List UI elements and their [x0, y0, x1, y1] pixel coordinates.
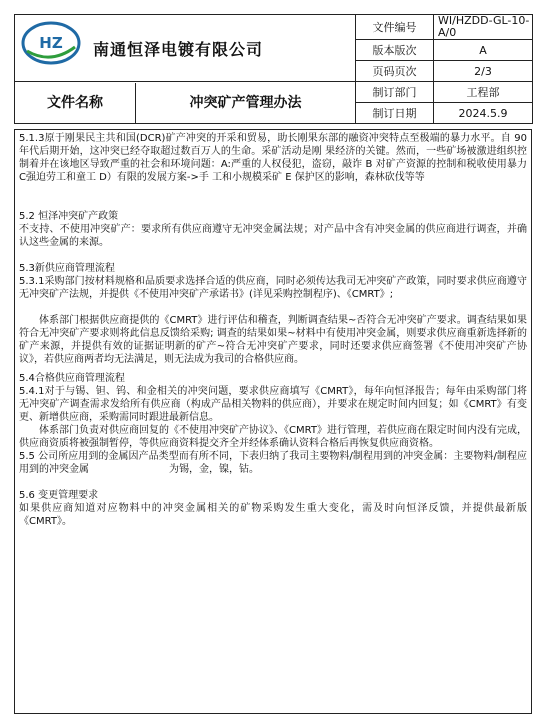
document-page	[14, 14, 532, 714]
dept-label: 制订部门	[356, 82, 434, 103]
dept-value: 工程部	[434, 82, 533, 103]
paragraph-5-1-3: 5.1.3原于刚果民主共和国(DCR)矿产冲突的开采和贸易，助长刚果东部的融资冲突特点至极端的暴力水平。自 90 年代后期开始，这冲突已经夺取超过数百万人的生命。采矿活动是刚 果经济的关键。然而，一些矿场被激进组织控制着并在该地区导致严重的社会和环境问题：A:严重的人权侵犯，盗窃，敲诈 B 对矿产资源的控制和税收使用暴力 C强迫劳工和童工 D）有限的发展方案->手 工和小规模采矿 E 保护区的影响，森林砍伐等等	[19, 133, 527, 183]
heading-5-2: 5.2 恒泽冲突矿产政策	[19, 211, 119, 222]
paragraph-5-2: 不支持、不使用冲突矿产：要求所有供应商遵守无冲突金属法规；对产品中含有冲突金属的供应商进行调查，并确认这些金属的来源。	[19, 224, 527, 248]
company-logo-cell	[15, 15, 356, 82]
logo-text: HZ	[39, 34, 63, 52]
document-body	[14, 129, 532, 714]
version-value: A	[434, 40, 533, 61]
company-logo	[21, 21, 81, 65]
paragraph-5-3-2: 体系部门根据供应商提供的《CMRT》进行评估和稽查，判断调查结果~否符合无冲突矿产要求。调查结果如果符合无冲突矿产要求则将此信息反馈给采购; 调查的结果如果~材料中有使用冲突金属，则要求供应商重新选择新的矿产来源，并提供有效的证据证明新的矿产~符合无冲突矿产要求，同时还要求供应商签署《不使用冲突矿产协议》，若供应商两者均无法满足，则无法成为我司的合格供应商。	[19, 315, 527, 365]
paragraph-5-5	[19, 450, 527, 476]
page-value: 2/3	[434, 61, 533, 82]
heading-5-3: 5.3新供应商管理流程	[19, 263, 115, 274]
paragraph-5-5-text: 5.5 公司所应用到的金属因产品类型而有所不同，下表归纳了我司主要物料/制程用到的冲突金属：主要物料/制程应用到的冲突金属	[19, 451, 527, 475]
paragraph-5-5-metals: 为锡，金，镍，钴。	[169, 464, 259, 475]
doc-no-label: 文件编号	[356, 15, 434, 40]
page-label: 页码页次	[356, 61, 434, 82]
paragraph-5-6: 如果供应商知道对应物料中的冲突金属相关的矿物采购发生重大变化，需及时向恒泽反馈，并提供最新版《CMRT》。	[19, 503, 527, 527]
date-label: 制订日期	[356, 103, 434, 124]
heading-5-6: 5.6 变更管理要求	[19, 490, 99, 501]
doc-no-value: WI/HZDD-GL-10-A/0	[434, 15, 533, 40]
paragraph-5-4-2: 体系部门负责对供应商回复的《不使用冲突矿产协议》、《CMRT》进行管理，若供应商在限定时间内没有完成，供应商资质将被强制暂停，等供应商资料提交齐全并经体系确认资料合格后再恢复供应商资格。	[19, 425, 527, 449]
date-value: 2024.5.9	[434, 103, 533, 124]
paragraph-5-4-1: 5.4.1对于与锡、钽、钨、和金相关的冲突问题，要求供应商填写《CMRT》，每年向恒泽报告；每年由采购部门将无冲突矿产调查需求发给所有供应商（构成产品相关物料的供应商），并要求在规定时间内回复；如《CMRT》有变更、新增供应商，采购需同时跟进最新信息。	[19, 386, 527, 423]
document-header-table	[14, 14, 533, 124]
company-name: 南通恒泽电镀有限公司	[93, 40, 264, 59]
file-name-value: 冲突矿产管理办法	[189, 94, 302, 111]
version-label: 版本版次	[356, 40, 434, 61]
paragraph-5-3-1: 5.3.1采购部门按材料规格和品质要求选择合适的供应商，同时必须传达我司无冲突矿产政策，同时要求供应商遵守无冲突矿产法规，并提供《不使用冲突矿产承诺书》(详见采购控制程序)、《CMRT》;	[19, 276, 527, 300]
file-name-row	[15, 82, 356, 124]
file-name-label: 文件名称	[15, 83, 136, 123]
heading-5-4: 5.4合格供应商管理流程	[19, 373, 125, 384]
